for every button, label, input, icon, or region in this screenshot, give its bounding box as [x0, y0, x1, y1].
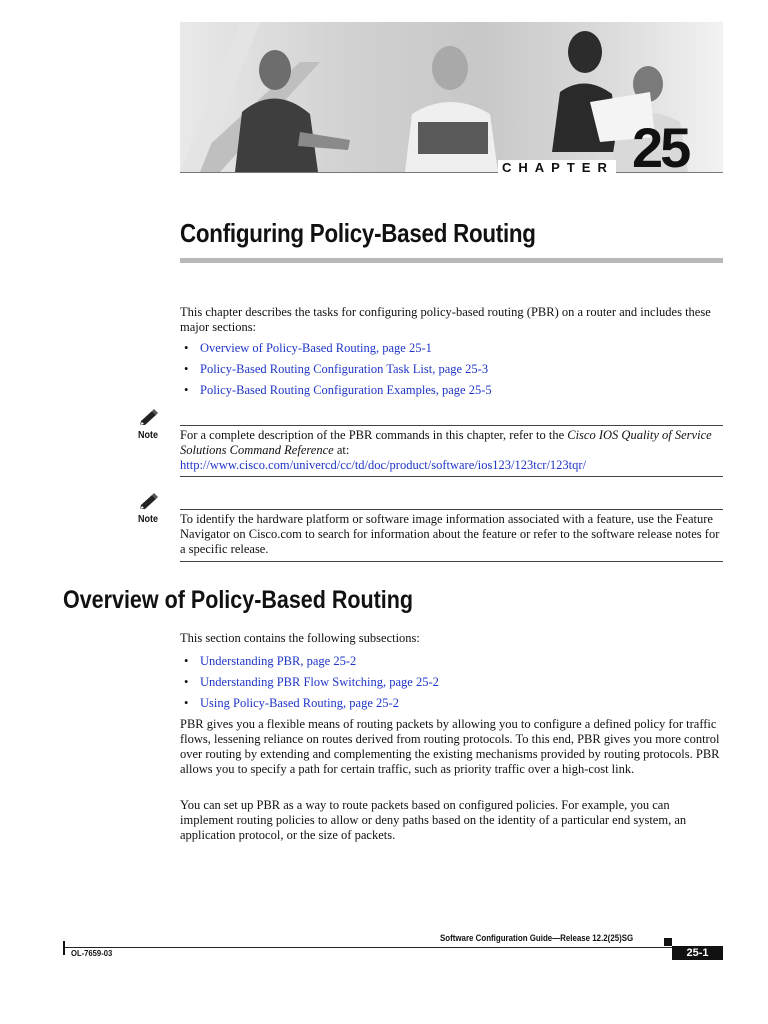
link-flow-switching[interactable]: Understanding PBR Flow Switching, page 25-2: [200, 675, 439, 689]
note-label: Note: [138, 430, 159, 441]
list-item: • Using Policy-Based Routing, page 25-2: [184, 696, 399, 710]
pencil-icon: [138, 492, 160, 515]
chapter-number: 25: [632, 116, 689, 179]
list-item: • Overview of Policy-Based Routing, page 25-1: [184, 341, 432, 355]
pencil-icon: [138, 408, 160, 431]
title-rule: [180, 258, 723, 263]
footer-marker: [664, 938, 672, 946]
footer-guide-title: Software Configuration Guide—Release 12.2(25)SG: [440, 933, 634, 943]
note-text: For a complete description of the PBR commands in this chapter, refer to the Cisco IOS Quality of Service Solutions Command Reference at: http://www.cisco.com/univercd/cc/td/doc/product/software/ios123/123tcr/123tqr/: [180, 428, 712, 472]
chapter-label: CHAPTER: [498, 160, 616, 175]
page-title: Configuring Policy-Based Routing: [180, 218, 536, 248]
section-heading: Overview of Policy-Based Routing: [63, 586, 414, 614]
list-item: • Understanding PBR Flow Switching, page 25-2: [184, 675, 439, 689]
link-using-pbr[interactable]: Using Policy-Based Routing, page 25-2: [200, 696, 399, 710]
reference-url-link[interactable]: http://www.cisco.com/univercd/cc/td/doc/product/software/ios123/123tcr/123tqr/: [180, 458, 587, 472]
footer-rule: [63, 947, 723, 948]
body-paragraph: You can set up PBR as a way to route packets based on configured policies. For example, you can implement routing policies to allow or deny paths based on the identity of a particular end system, an application protocol, or the size of packets.: [180, 798, 687, 842]
intro-paragraph: This chapter describes the tasks for configuring policy-based routing (PBR) on a router and includes these major sections:: [180, 305, 711, 334]
footer-tick: [63, 941, 65, 955]
note-text: To identify the hardware platform or software image information associated with a feature, use the Feature Navigator on Cisco.com to search for information about the feature or refer to the software release notes for a specific release.: [180, 512, 720, 556]
page-number: 25-1: [672, 946, 723, 960]
list-item: • Understanding PBR, page 25-2: [184, 654, 357, 668]
note-label: Note: [138, 514, 159, 525]
list-item: • Policy-Based Routing Configuration Task List, page 25-3: [184, 362, 489, 376]
link-understanding-pbr[interactable]: Understanding PBR, page 25-2: [200, 654, 357, 668]
list-item: • Policy-Based Routing Configuration Examples, page 25-5: [184, 383, 492, 397]
section-intro: This section contains the following subsections:: [180, 631, 420, 645]
link-examples[interactable]: Policy-Based Routing Configuration Examples, page 25-5: [200, 383, 492, 397]
body-paragraph: PBR gives you a flexible means of routing packets by allowing you to configure a defined policy for traffic flows, lessening reliance on routes derived from routing protocols. To this end, PBR gives you more control over routing by extending and complementing the existing mechanisms provided by routing protocols. PBR allows you to specify a path for certain traffic, such as priority traffic over a high-cost link.: [180, 717, 720, 776]
note-top-rule: [180, 509, 723, 510]
note-bottom-rule: [180, 476, 723, 477]
note-top-rule: [180, 425, 723, 426]
link-overview[interactable]: Overview of Policy-Based Routing, page 25-1: [200, 341, 432, 355]
note-bottom-rule: [180, 561, 723, 562]
link-task-list[interactable]: Policy-Based Routing Configuration Task List, page 25-3: [200, 362, 489, 376]
footer-doc-number: OL-7659-03: [71, 948, 113, 958]
